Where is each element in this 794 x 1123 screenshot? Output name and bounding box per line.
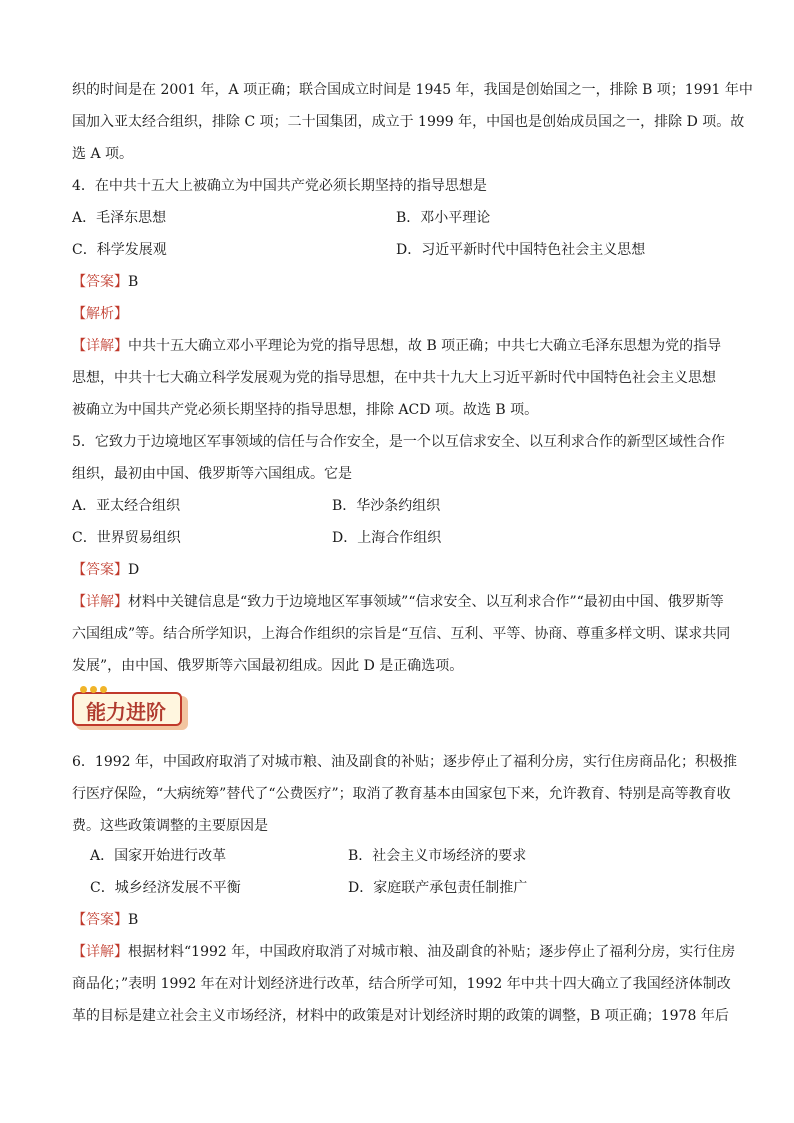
q4-detail-line-1 [72,336,732,356]
q6-option-d: D．家庭联产承包责任制推广 [348,880,528,896]
q5-stem-line-2: 组织，最初由中国、俄罗斯等六国组成。它是 [72,466,352,482]
q5-answer [72,560,732,580]
q5-detail-line-1 [72,592,732,612]
section-badge [72,690,188,730]
q5-option-a: A．亚太经合组织 [72,498,181,514]
q6-detail-line-2: 商品化；”表明 1992 年在对计划经济进行改革，结合所学可知，1992 年中共十四大确立了我国经济体制改 [72,976,731,992]
q4-answer-tag: 【答案】 [72,274,128,290]
q5-answer-tag: 【答案】 [72,562,128,578]
q5-stem-line-1: 5．它致力于边境地区军事领域的信任与合作安全，是一个以互信求安全、以互利求合作的新型区域性合作 [72,434,725,450]
q4-option-a: A．毛泽东思想 [72,210,167,226]
q3-explanation-line-3: 选 A 项。 [72,146,134,162]
q6-detail-line-3: 革的目标是建立社会主义市场经济，材料中的政策是对计划经济时期的政策的调整，B 项正确；1978 年后 [72,1008,729,1024]
q5-detail-tag: 【详解】 [72,594,128,610]
badge-dot [80,686,87,693]
q5-detail-line-2: 六国组成”等。结合所学知识，上海合作组织的宗旨是“互信、互利、平等、协商、尊重多样文明、谋求共同 [72,626,731,642]
q4-answer-value: B [128,274,139,290]
q6-detail-line-1 [72,942,736,962]
q6-option-b: B．社会主义市场经济的要求 [348,848,527,864]
section-badge-box [72,692,182,726]
q6-stem-line-2: 行医疗保险，“大病统筹”替代了“公费医疗”；取消了教育基本由国家包下来，允许教育、特别是高等教育收 [72,786,731,802]
q6-stem-line-3: 费。这些政策调整的主要原因是 [72,818,268,834]
q3-explanation-line-2: 国加入亚太经合组织，排除 C 项；二十国集团，成立于 1999 年，中国也是创始成员国之一，排除 D 项。故 [72,114,745,130]
q5-option-c: C．世界贸易组织 [72,530,181,546]
q6-detail-text-1: 根据材料“1992 年，中国政府取消了对城市粮、油及副食的补贴；逐步停止了福利分房，实行住房 [128,944,736,960]
q6-detail-tag: 【详解】 [72,944,128,960]
q5-option-b: B．华沙条约组织 [332,498,441,514]
badge-dots-icon [80,686,120,694]
q6-answer-value: B [128,912,139,928]
q6-stem-line-1: 6．1992 年，中国政府取消了对城市粮、油及副食的补贴；逐步停止了福利分房，实行住房商品化；积极推 [72,754,737,770]
q5-answer-value: D [128,562,140,578]
q6-answer-tag: 【答案】 [72,912,128,928]
q4-detail-line-3: 被确立为中国共产党必须长期坚持的指导思想，排除 ACD 项。故选 B 项。 [72,402,539,418]
q4-option-c: C．科学发展观 [72,242,167,258]
q3-explanation-line-1: 织的时间是在 2001 年，A 项正确；联合国成立时间是 1945 年，我国是创始国之一，排除 B 项；1991 年中 [72,82,753,98]
q4-detail-text-1: 中共十五大确立邓小平理论为党的指导思想，故 B 项正确；中共七大确立毛泽东思想为党的指导 [128,338,722,354]
badge-dot [100,686,107,693]
q4-detail-line-2: 思想，中共十七大确立科学发展观为党的指导思想，在中共十九大上习近平新时代中国特色社会主义思想 [72,370,716,386]
q4-option-d: D．习近平新时代中国特色社会主义思想 [396,242,646,258]
q6-option-c: C．城乡经济发展不平衡 [90,880,241,896]
section-title: 能力进阶 [86,700,166,724]
q6-answer [72,910,732,930]
q4-option-b: B．邓小平理论 [396,210,491,226]
badge-dot [90,686,97,693]
q5-detail-text-1: 材料中关键信息是“致力于边境地区军事领域”“信求安全、以互利求合作”“最初由中国、俄罗斯等 [128,594,724,610]
q4-answer [72,272,732,292]
q6-option-a: A．国家开始进行改革 [90,848,227,864]
q4-stem: 4．在中共十五大上被确立为中国共产党必须长期坚持的指导思想是 [72,178,487,194]
q4-detail-tag: 【详解】 [72,338,128,354]
q5-detail-line-3: 发展”，由中国、俄罗斯等六国最初组成。因此 D 是正确选项。 [72,658,464,674]
q4-analysis-tag: 【解析】 [72,306,128,322]
q5-option-d: D．上海合作组织 [332,530,442,546]
